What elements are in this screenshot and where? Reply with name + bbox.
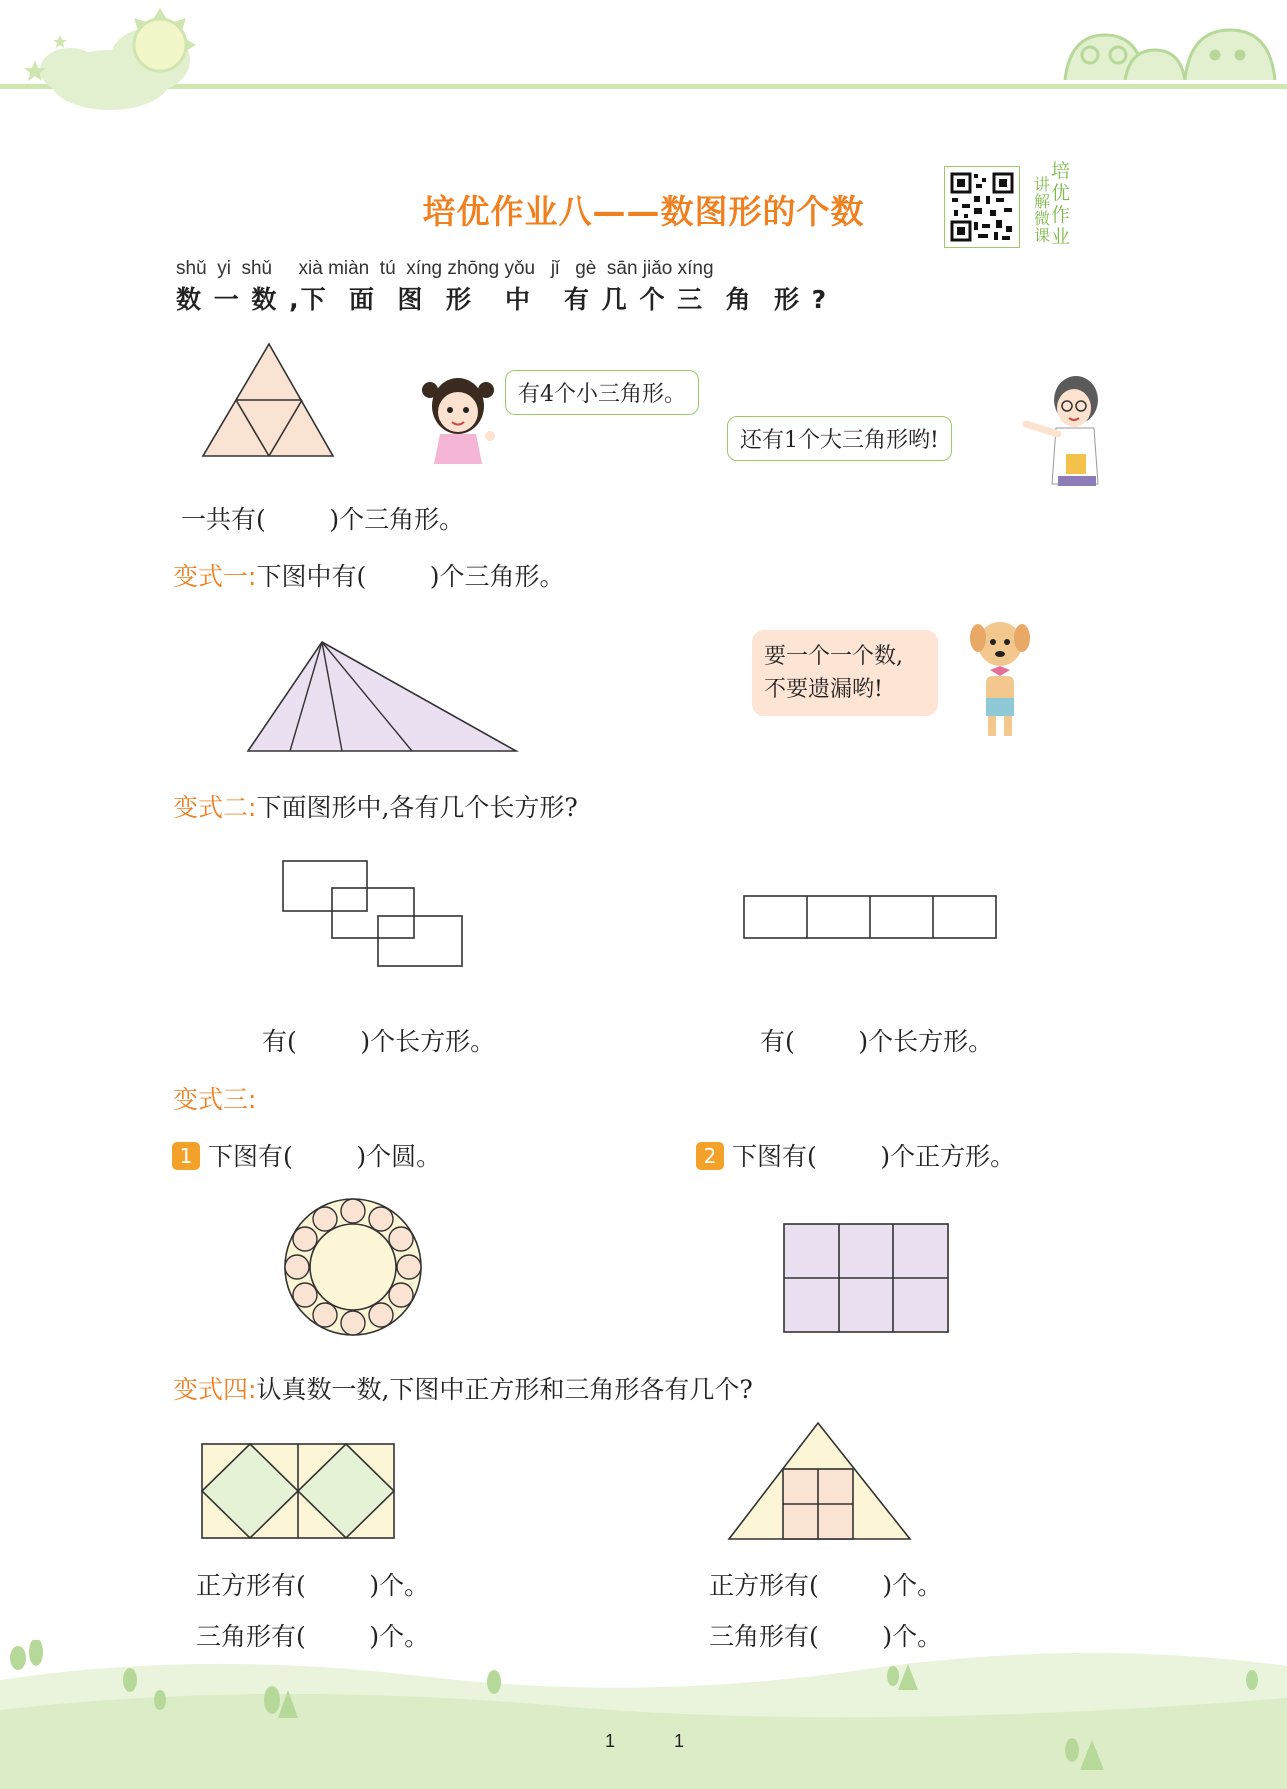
variant3-item1	[172, 1137, 441, 1173]
teacher-illustration	[1022, 368, 1112, 486]
triangle-figure-variant1	[242, 638, 522, 756]
triangle-with-squares-figure	[726, 1420, 914, 1542]
variant1-text: 下图中有( )个三角形。	[256, 562, 565, 591]
variant2-line	[173, 788, 578, 824]
variant2-text: 下面图形中,各有几个长方形?	[256, 793, 578, 822]
dog-speech-line2: 不要遗漏哟!	[764, 677, 883, 702]
circles-figure	[282, 1196, 424, 1338]
animals-illustration	[1065, 30, 1275, 80]
header-decoration	[0, 0, 1287, 120]
qr-caption-micro-lesson: 讲解微课	[1034, 175, 1051, 245]
question-pinyin: shǔ yi shǔ xià miàn tú xíng zhōng yǒu jǐ gè sān jiǎo xíng	[176, 258, 714, 279]
variant4-label: 变式四:	[173, 1375, 257, 1404]
item-number-badge: 2	[696, 1142, 724, 1170]
variant3-label: 变式三:	[173, 1085, 257, 1114]
triangle-figure-main	[195, 338, 345, 463]
dog-illustration	[960, 614, 1040, 742]
teacher-speech-bubble: 还有1个大三角形哟!	[727, 416, 952, 461]
page-number-left: 1	[605, 1731, 616, 1751]
variant1-line	[173, 557, 565, 593]
variant3-item2	[696, 1137, 1015, 1173]
row-rectangles-figure	[742, 894, 998, 940]
item-number-badge: 1	[172, 1142, 200, 1170]
variant3-item1-text: 下图有( )个圆。	[208, 1142, 442, 1171]
variant2-answer-right: 有( )个长方形。	[760, 1027, 994, 1056]
girl-speech-bubble: 有4个小三角形。	[505, 370, 699, 415]
variant3-item2-text: 下图有( )个正方形。	[732, 1142, 1016, 1171]
qr-caption-homework: 培优作业	[1051, 160, 1071, 248]
variant4-left-triangles: 三角形有( )个。	[196, 1622, 430, 1651]
footer-landscape	[0, 1640, 1287, 1789]
variant1-label: 变式一:	[173, 562, 257, 591]
variant4-text: 认真数一数,下图中正方形和三角形各有几个?	[256, 1375, 753, 1404]
diamond-squares-figure	[200, 1442, 396, 1540]
dog-speech-bubble	[752, 630, 938, 716]
question-answer-line: 一共有( )个三角形。	[181, 505, 465, 534]
variant4-right-triangles: 三角形有( )个。	[709, 1622, 943, 1651]
girl-illustration	[418, 368, 506, 468]
variant2-answer-left: 有( )个长方形。	[262, 1027, 496, 1056]
variant4-line	[173, 1370, 753, 1406]
grid-squares-figure	[782, 1222, 950, 1334]
variant2-label: 变式二:	[173, 793, 257, 822]
page-number-right: 1	[674, 1731, 685, 1751]
question-text: 数 一 数 ,下 面 图 形 中 有 几 个 三 角 形 ?	[176, 285, 829, 314]
variant4-left-squares: 正方形有( )个。	[196, 1571, 430, 1600]
qr-code[interactable]	[944, 166, 1020, 248]
overlapping-rectangles-figure	[280, 858, 466, 970]
variant4-right-squares: 正方形有( )个。	[709, 1571, 943, 1600]
dog-speech-line1: 要一个一个数,	[764, 644, 903, 669]
page-title: 培优作业八——数图形的个数	[422, 192, 865, 231]
